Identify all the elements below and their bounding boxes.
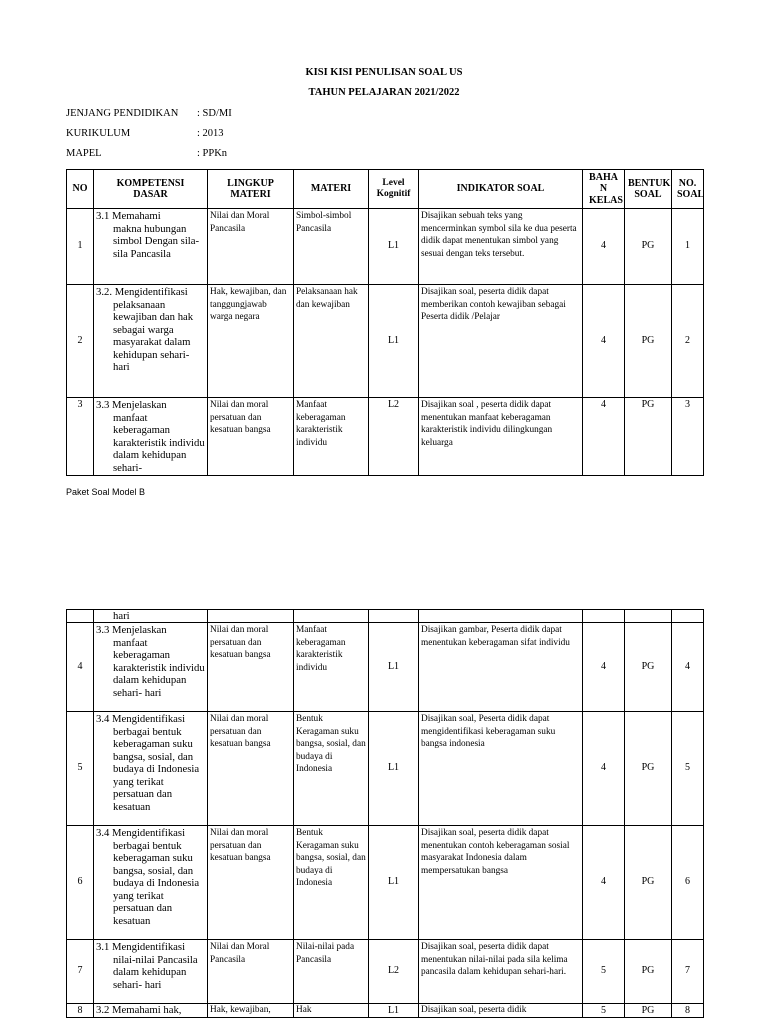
- cell-indikator: Disajikan soal, peserta didik dapat menentukan nilai-nilai pada sila kelima pancasila dalam kehidupan sehari-hari.: [419, 940, 583, 1004]
- cell-materi: Pelaksanaan hak dan kewajiban: [294, 285, 369, 398]
- cell-indikator: Disajikan soal, peserta didik dapat menentukan contoh keberagaman sosial masyarakat Indonesia dalam mempersatukan bangsa: [419, 826, 583, 940]
- cell-level: L2: [369, 940, 419, 1004]
- cell-no: 6: [67, 826, 94, 940]
- kd-rest: pelaksanaan kewajiban dan hak sebagai warga masyarakat dalam kehidupan sehari- hari: [113, 298, 194, 373]
- cell-kelas: 4: [583, 623, 625, 712]
- cell-materi: Hak: [294, 1004, 369, 1018]
- cell-no: 2: [67, 285, 94, 398]
- cell-kelas: 5: [583, 1004, 625, 1018]
- kd-first-line: 3.4 Mengidentifikasi: [96, 713, 186, 725]
- meta-kurikulum: [66, 128, 224, 139]
- cell-materi: Manfaat keberagaman karakteristik individu: [294, 398, 369, 476]
- kd-rest: nilai-nilai Pancasila dalam kehidupan sehari- hari: [113, 953, 198, 991]
- table-row: [67, 285, 704, 398]
- cell-lingkup: Nilai dan moral persatuan dan kesatuan bangsa: [208, 712, 294, 826]
- cell-indikator: Disajikan soal , peserta didik dapat menentukan manfaat keberagaman karakteristik individu dilingkungan keluarga: [419, 398, 583, 476]
- cell-level: L1: [369, 826, 419, 940]
- page-footer: Paket Soal Model B: [66, 487, 146, 497]
- cell-no: 7: [67, 940, 94, 1004]
- header-kelas: BAHA N KELAS: [583, 170, 625, 209]
- cell-kelas: 4: [583, 826, 625, 940]
- cell-level: L1: [369, 1004, 419, 1018]
- cell-indikator: Disajikan soal, peserta didik: [419, 1004, 583, 1018]
- cell-nosoal: 2: [672, 285, 704, 398]
- kd-rest: berbagai bentuk keberagaman suku bangsa, sosial, dan budaya di Indonesia yang terikat persatuan dan kesatuan: [113, 725, 200, 813]
- cell-no: 5: [67, 712, 94, 826]
- cell-bentuk: PG: [625, 209, 672, 285]
- kd-first-line: 3.1 Memahami: [96, 210, 161, 222]
- cell-bentuk: PG: [625, 826, 672, 940]
- cell-bentuk: PG: [625, 940, 672, 1004]
- table-row: [67, 940, 704, 1004]
- cell-level: L2: [369, 398, 419, 476]
- cell-kelas: 4: [583, 285, 625, 398]
- kd-rest: berbagai bentuk keberagaman suku bangsa, sosial, dan budaya di Indonesia yang terikat persatuan dan kesatuan: [113, 839, 200, 927]
- meta-value: : SD/MI: [197, 108, 232, 119]
- kisi-table-page1: [66, 169, 704, 476]
- header-kompetensi: KOMPETENSI DASAR: [94, 170, 208, 209]
- kd-first-line: 3.4 Mengidentifikasi: [96, 827, 186, 839]
- cell-materi: Simbol-simbol Pancasila: [294, 209, 369, 285]
- cell-kompetensi: [94, 285, 208, 398]
- header-materi: MATERI: [294, 170, 369, 209]
- kd-rest: manfaat keberagaman karakteristik individu dalam kehidupan sehari- hari: [113, 636, 205, 699]
- header-no: NO: [67, 170, 94, 209]
- cell-kelas: 4: [583, 712, 625, 826]
- cell-kompetensi: [94, 398, 208, 476]
- cell-lingkup: Nilai dan moral persatuan dan kesatuan bangsa: [208, 826, 294, 940]
- table-row: [67, 209, 704, 285]
- meta-label: KURIKULUM: [66, 128, 131, 139]
- cell-materi: Bentuk Keragaman suku bangsa, sosial, dan budaya di Indonesia: [294, 712, 369, 826]
- cell-nosoal: 6: [672, 826, 704, 940]
- cell-no: 3: [67, 398, 94, 476]
- cell-lingkup: Hak, kewajiban,: [208, 1004, 294, 1018]
- cell-bentuk: PG: [625, 712, 672, 826]
- table-row: [67, 712, 704, 826]
- header-level: Level Kognitif: [369, 170, 419, 209]
- cell-lingkup: Nilai dan moral persatuan dan kesatuan bangsa: [208, 623, 294, 712]
- cell-level: L1: [369, 285, 419, 398]
- cell-level: L1: [369, 623, 419, 712]
- cell-materi: Bentuk Keragaman suku bangsa, sosial, dan budaya di Indonesia: [294, 826, 369, 940]
- cell-kompetensi: [94, 1004, 208, 1018]
- meta-mapel: [66, 148, 228, 159]
- kd-first-line: 3.1 Mengidentifikasi: [96, 941, 186, 953]
- cell-kompetensi: [94, 623, 208, 712]
- cell-level: L1: [369, 712, 419, 826]
- cell-lingkup: Nilai dan moral persatuan dan kesatuan bangsa: [208, 398, 294, 476]
- cell-indikator: Disajikan gambar, Peserta didik dapat menentukan keberagaman sifat individu: [419, 623, 583, 712]
- cell-bentuk: PG: [625, 398, 672, 476]
- kd-rest: makna hubungan simbol Dengan sila-sila Pancasila: [113, 222, 200, 260]
- kd-first-line: 3.2 Memahami hak,: [96, 1004, 182, 1016]
- header-nosoal: NO. SOAL: [672, 170, 704, 209]
- cell-bentuk: PG: [625, 285, 672, 398]
- kd-rest: manfaat keberagaman karakteristik individu dalam kehidupan sehari-: [113, 411, 205, 474]
- table-header-row: [67, 170, 704, 209]
- cell-no: 8: [67, 1004, 94, 1018]
- table-row: [67, 826, 704, 940]
- cell-level: L1: [369, 209, 419, 285]
- cell-indikator: Disajikan sebuah teks yang mencerminkan symbol sila ke dua peserta didik dapat menentukan simbol yang sesuai dengan teks tersebut.: [419, 209, 583, 285]
- cell-no: 1: [67, 209, 94, 285]
- cell-nosoal: 5: [672, 712, 704, 826]
- table-row-continued: [67, 610, 704, 623]
- cell-indikator: Disajikan soal, peserta didik dapat memberikan contoh kewajiban sebagai Peserta didik /Pelajar: [419, 285, 583, 398]
- cell-lingkup: Nilai dan Moral Pancasila: [208, 940, 294, 1004]
- cell-no: 4: [67, 623, 94, 712]
- table-row: [67, 1004, 704, 1018]
- cell-nosoal: 1: [672, 209, 704, 285]
- meta-value: : 2013: [197, 128, 224, 139]
- cell-kelas: 4: [583, 398, 625, 476]
- cell-kelas: 5: [583, 940, 625, 1004]
- kisi-table-page2: [66, 609, 704, 1018]
- header-indikator: INDIKATOR SOAL: [419, 170, 583, 209]
- cell-nosoal: 7: [672, 940, 704, 1004]
- table-row: [67, 398, 704, 476]
- cell-bentuk: PG: [625, 623, 672, 712]
- kd-first-line: 3.3 Menjelaskan: [96, 399, 167, 411]
- document-subtitle: TAHUN PELAJARAN 2021/2022: [308, 87, 460, 98]
- cell-kompetensi: [94, 940, 208, 1004]
- header-bentuk: BENTUK SOAL: [625, 170, 672, 209]
- meta-value: : PPKn: [197, 148, 228, 159]
- cell-indikator: Disajikan soal, Peserta didik dapat mengidentifikasi keberagaman suku bangsa indonesia: [419, 712, 583, 826]
- meta-label: JENJANG PENDIDIKAN: [66, 108, 179, 119]
- cell-kompetensi: [94, 712, 208, 826]
- cell-nosoal: 4: [672, 623, 704, 712]
- kd-first-line: 3.2. Mengidentifikasi: [96, 286, 188, 298]
- cell-kompetensi: [94, 209, 208, 285]
- cell-kompetensi: [94, 610, 208, 623]
- cell-nosoal: 8: [672, 1004, 704, 1018]
- cell-nosoal: 3: [672, 398, 704, 476]
- document-title: KISI KISI PENULISAN SOAL US: [305, 67, 463, 78]
- cell-kompetensi: [94, 826, 208, 940]
- cell-materi: Nilai-nilai pada Pancasila: [294, 940, 369, 1004]
- cell-kelas: 4: [583, 209, 625, 285]
- meta-jenjang: [66, 108, 232, 119]
- table-row: [67, 623, 704, 712]
- header-lingkup: LINGKUP MATERI: [208, 170, 294, 209]
- cell-materi: Manfaat keberagaman karakteristik individu: [294, 623, 369, 712]
- meta-label: MAPEL: [66, 148, 102, 159]
- kd-rest: hari: [113, 610, 130, 622]
- cell-bentuk: PG: [625, 1004, 672, 1018]
- cell-lingkup: Nilai dan Moral Pancasila: [208, 209, 294, 285]
- kd-first-line: 3.3 Menjelaskan: [96, 624, 167, 636]
- cell-lingkup: Hak, kewajiban, dan tanggungjawab warga negara: [208, 285, 294, 398]
